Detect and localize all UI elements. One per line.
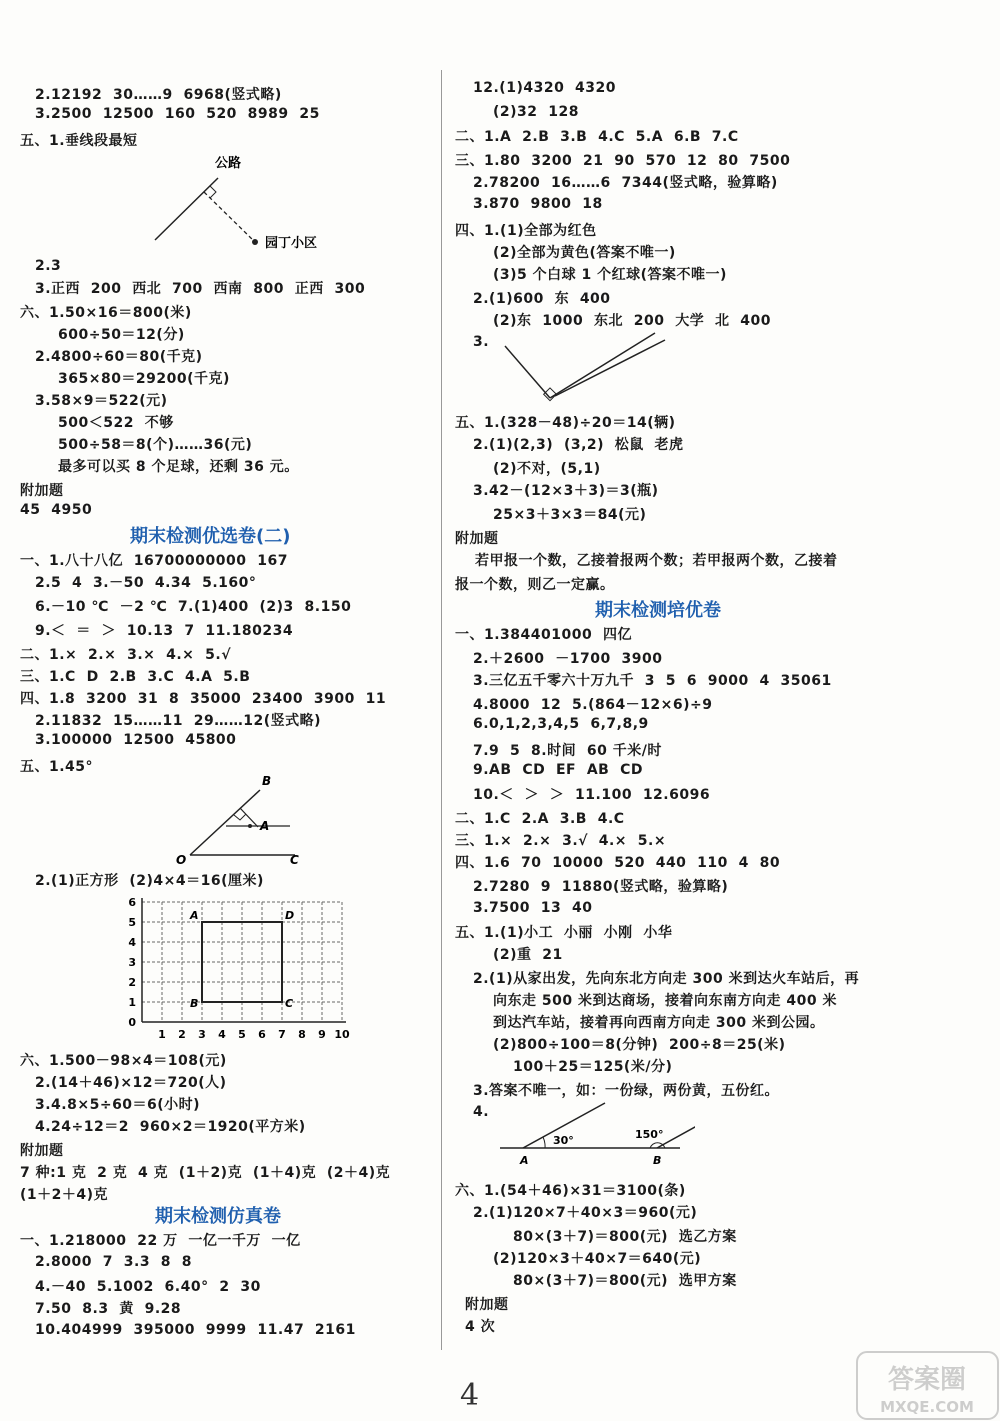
answer-line: (2)800÷100＝8(分钟) 200÷8＝25(米) — [493, 1037, 786, 1053]
answer-line: 4.24÷12＝2 960×2＝1920(平方米) — [35, 1119, 306, 1135]
answer-line: 45 4950 — [20, 502, 93, 518]
angle-figure — [160, 770, 340, 870]
x-tick: 5 — [238, 1028, 246, 1041]
x-tick: 6 — [258, 1028, 266, 1041]
y-tick: 3 — [128, 956, 136, 969]
angle-label: 150° — [635, 1128, 664, 1141]
x-tick: 10 — [334, 1028, 350, 1041]
section-title: 期末检测培优卷 — [595, 600, 721, 621]
answer-line: 3.4.8×5÷60＝6(小时) — [35, 1097, 201, 1113]
answer-line: 二、1.A 2.B 3.B 4.C 5.A 6.B 7.C — [455, 129, 739, 145]
answer-line: 6.0,1,2,3,4,5 6,7,8,9 — [473, 716, 649, 732]
answer-line: 4. — [473, 1104, 490, 1120]
answer-line: 6.－10 ℃ －2 ℃ 7.(1)400 (2)3 8.150 — [35, 599, 352, 615]
y-tick: 4 — [128, 936, 136, 949]
watermark-top: 答案圈 — [887, 1365, 967, 1395]
angle-label: 30° — [553, 1134, 574, 1147]
answer-line: 3.870 9800 18 — [473, 196, 603, 212]
answer-line: 3. — [473, 334, 490, 350]
bonus-heading: 附加题 — [20, 1143, 64, 1159]
answer-line: 500÷58＝8(个)……36(元) — [58, 437, 253, 453]
answer-line: 一、1.218000 22 万 一亿一千万 一亿 — [20, 1233, 301, 1249]
answer-line: 3.正西 200 西北 700 西南 800 正西 300 — [35, 281, 366, 297]
answer-line: 10.＜ ＞ ＞ 11.100 12.6096 — [473, 787, 711, 803]
x-tick: 8 — [298, 1028, 306, 1041]
answer-line: (2)120×3＋40×7＝640(元) — [493, 1251, 702, 1267]
y-tick: 6 — [128, 896, 136, 909]
answer-line: 2.(14＋46)×12＝720(人) — [35, 1075, 227, 1091]
answer-line: 3.42－(12×3＋3)＝3(瓶) — [473, 483, 659, 499]
answer-line: 3.100000 12500 45800 — [35, 732, 237, 748]
answer-line: 7 种:1 克 2 克 4 克 (1＋2)克 (1＋4)克 (2＋4)克 — [20, 1165, 391, 1181]
x-tick: 1 — [158, 1028, 166, 1041]
answer-line: (2)全部为黄色(答案不唯一) — [493, 245, 676, 261]
point-label: O — [176, 853, 187, 867]
column-divider — [441, 70, 442, 1350]
x-tick: 7 — [278, 1028, 286, 1041]
answer-line: (1＋2＋4)克 — [20, 1187, 109, 1203]
x-tick: 9 — [318, 1028, 326, 1041]
answer-line: 2.4800÷60＝80(千克) — [35, 349, 203, 365]
answer-line: (2)东 1000 东北 200 大学 北 400 — [493, 313, 771, 329]
answer-line: 9.＜ ＝ ＞ 10.13 7 11.180234 — [35, 623, 294, 639]
answer-line: 2.(1)120×7＋40×3＝960(元) — [473, 1205, 698, 1221]
answer-line: 三、1.× 2.× 3.√ 4.× 5.× — [455, 833, 667, 849]
answer-line: (2)不对，(5,1) — [493, 461, 601, 477]
section-title: 期末检测仿真卷 — [155, 1206, 281, 1227]
angles-figure — [495, 1098, 695, 1178]
square-grid-figure — [120, 892, 370, 1042]
answer-line: 7.50 8.3 黄 9.28 — [35, 1301, 182, 1317]
school-label: 园丁小区 — [265, 236, 318, 251]
answer-line: 4 次 — [465, 1319, 496, 1335]
answer-line: (2)重 21 — [493, 947, 563, 963]
bonus-heading: 附加题 — [20, 483, 64, 499]
answer-line: 10.404999 395000 9999 11.47 2161 — [35, 1322, 356, 1338]
answer-line: (2)32 128 — [493, 104, 579, 120]
point-label: A — [190, 909, 199, 922]
point-label: D — [285, 909, 295, 922]
answer-line: 六、1.500－98×4＝108(元) — [20, 1053, 227, 1069]
answer-line: 一、1.384401000 四亿 — [455, 627, 632, 643]
answer-line: 一、1.八十八亿 16700000000 167 — [20, 553, 288, 569]
answer-line: 2.(1)从家出发，先向东北方向走 300 米到达火车站后，再 — [473, 971, 860, 987]
answer-line: 80×(3＋7)＝800(元) 选乙方案 — [513, 1229, 737, 1245]
answer-line: 3.三亿五千零六十万九千 3 5 6 9000 4 35061 — [473, 673, 832, 689]
answer-line: 三、1.C D 2.B 3.C 4.A 5.B — [20, 669, 251, 685]
answer-line: 2.＋2600 －1700 3900 — [473, 651, 663, 667]
answer-line: 500＜522 不够 — [58, 415, 174, 431]
x-tick: 4 — [218, 1028, 226, 1041]
perpendicular-figure — [140, 150, 370, 255]
answer-line: (3)5 个白球 1 个红球(答案不唯一) — [493, 267, 727, 283]
answer-line: 3.2500 12500 160 520 8989 25 — [35, 106, 320, 122]
answer-line: 80×(3＋7)＝800(元) 选甲方案 — [513, 1273, 737, 1289]
answer-line: 四、1.6 70 10000 520 440 110 4 80 — [455, 855, 781, 871]
x-tick: 3 — [198, 1028, 206, 1041]
point-label: B — [653, 1154, 662, 1167]
answer-line: 五、1.45° — [20, 759, 94, 775]
y-tick: 5 — [128, 916, 136, 929]
answer-line: 三、1.80 3200 21 90 570 12 80 7500 — [455, 153, 791, 169]
y-tick: 2 — [128, 976, 136, 989]
answer-line: 600÷50＝12(分) — [58, 327, 185, 343]
answer-line: 3.7500 13 40 — [473, 900, 593, 916]
answer-line: 7.9 5 8.时间 60 千米/时 — [473, 743, 662, 759]
point-label: B — [190, 997, 199, 1010]
answer-line: 到达汽车站，接着再向西南方向走 300 米到公园。 — [493, 1015, 825, 1031]
answer-line: 9.AB CD EF AB CD — [473, 762, 643, 778]
x-tick: 2 — [178, 1028, 186, 1041]
answer-line: 四、1.(1)全部为红色 — [455, 223, 597, 239]
bonus-heading: 附加题 — [455, 531, 499, 547]
answer-line: 2.3 — [35, 258, 62, 274]
y-tick: 1 — [128, 996, 136, 1009]
answer-line: 五、1.垂线段最短 — [20, 133, 138, 149]
answer-line: 4.8000 12 5.(864－12×6)÷9 — [473, 697, 713, 713]
watermark-bottom: MXQE.COM — [880, 1398, 974, 1416]
answer-line: 六、1.(54＋46)×31＝3100(条) — [455, 1183, 686, 1199]
answer-line: 二、1.× 2.× 3.× 4.× 5.√ — [20, 647, 232, 663]
point-label: C — [290, 853, 299, 867]
answer-line: 2.(1)(2,3) (3,2) 松鼠 老虎 — [473, 437, 684, 453]
answer-line: 若甲报一个数，乙接着报两个数；若甲报两个数，乙接着 — [475, 553, 838, 569]
answer-line: 2.11832 15……11 29……12(竖式略) — [35, 713, 321, 729]
answer-line: 4.－40 5.1002 6.40° 2 30 — [35, 1279, 261, 1295]
answer-line: 报一个数，则乙一定赢。 — [455, 577, 615, 593]
answer-line: 六、1.50×16＝800(米) — [20, 305, 192, 321]
answer-line: 五、1.(328－48)÷20＝14(辆) — [455, 415, 676, 431]
answer-line: 12.(1)4320 4320 — [473, 80, 617, 96]
road-label: 公路 — [215, 156, 242, 171]
bonus-heading: 附加题 — [465, 1297, 509, 1313]
answer-line: 100＋25＝125(米/分) — [513, 1059, 673, 1075]
answer-line: 2.(1)正方形 (2)4×4＝16(厘米) — [35, 873, 264, 889]
answer-line: 3.58×9＝522(元) — [35, 393, 168, 409]
answer-line: 二、1.C 2.A 3.B 4.C — [455, 811, 625, 827]
answer-line: 五、1.(1)小工 小丽 小刚 小华 — [455, 925, 673, 941]
answer-line: 3.答案不唯一，如：一份绿，两份黄，五份红。 — [473, 1083, 780, 1099]
answer-line: 2.(1)600 东 400 — [473, 291, 611, 307]
answer-line: 最多可以买 8 个足球，还剩 36 元。 — [58, 459, 299, 475]
answer-line: 25×3＋3×3＝84(元) — [493, 507, 647, 523]
answer-line: 向东走 500 米到达商场，接着向东南方向走 400 米 — [493, 993, 837, 1009]
watermark-logo — [855, 1350, 1000, 1421]
y-tick: 0 — [128, 1016, 136, 1029]
answer-line: 2.12192 30……9 6968(竖式略) — [35, 87, 282, 103]
perpendicular-lines-figure — [495, 328, 675, 408]
answer-line: 四、1.8 3200 31 8 35000 23400 3900 11 — [20, 691, 387, 707]
page-number: 4 — [460, 1378, 480, 1413]
answer-line: 2.5 4 3.－50 4.34 5.160° — [35, 575, 257, 591]
point-label: B — [262, 774, 272, 788]
point-label: A — [520, 1154, 529, 1167]
answer-line: 365×80＝29200(千克) — [58, 371, 230, 387]
answer-line: 2.78200 16……6 7344(竖式略，验算略) — [473, 175, 778, 191]
answer-line: 2.8000 7 3.3 8 8 — [35, 1254, 193, 1270]
point-label: A — [260, 819, 270, 833]
point-label: C — [285, 997, 294, 1010]
section-title: 期末检测优选卷(二) — [130, 526, 291, 547]
answer-line: 2.7280 9 11880(竖式略，验算略) — [473, 879, 729, 895]
